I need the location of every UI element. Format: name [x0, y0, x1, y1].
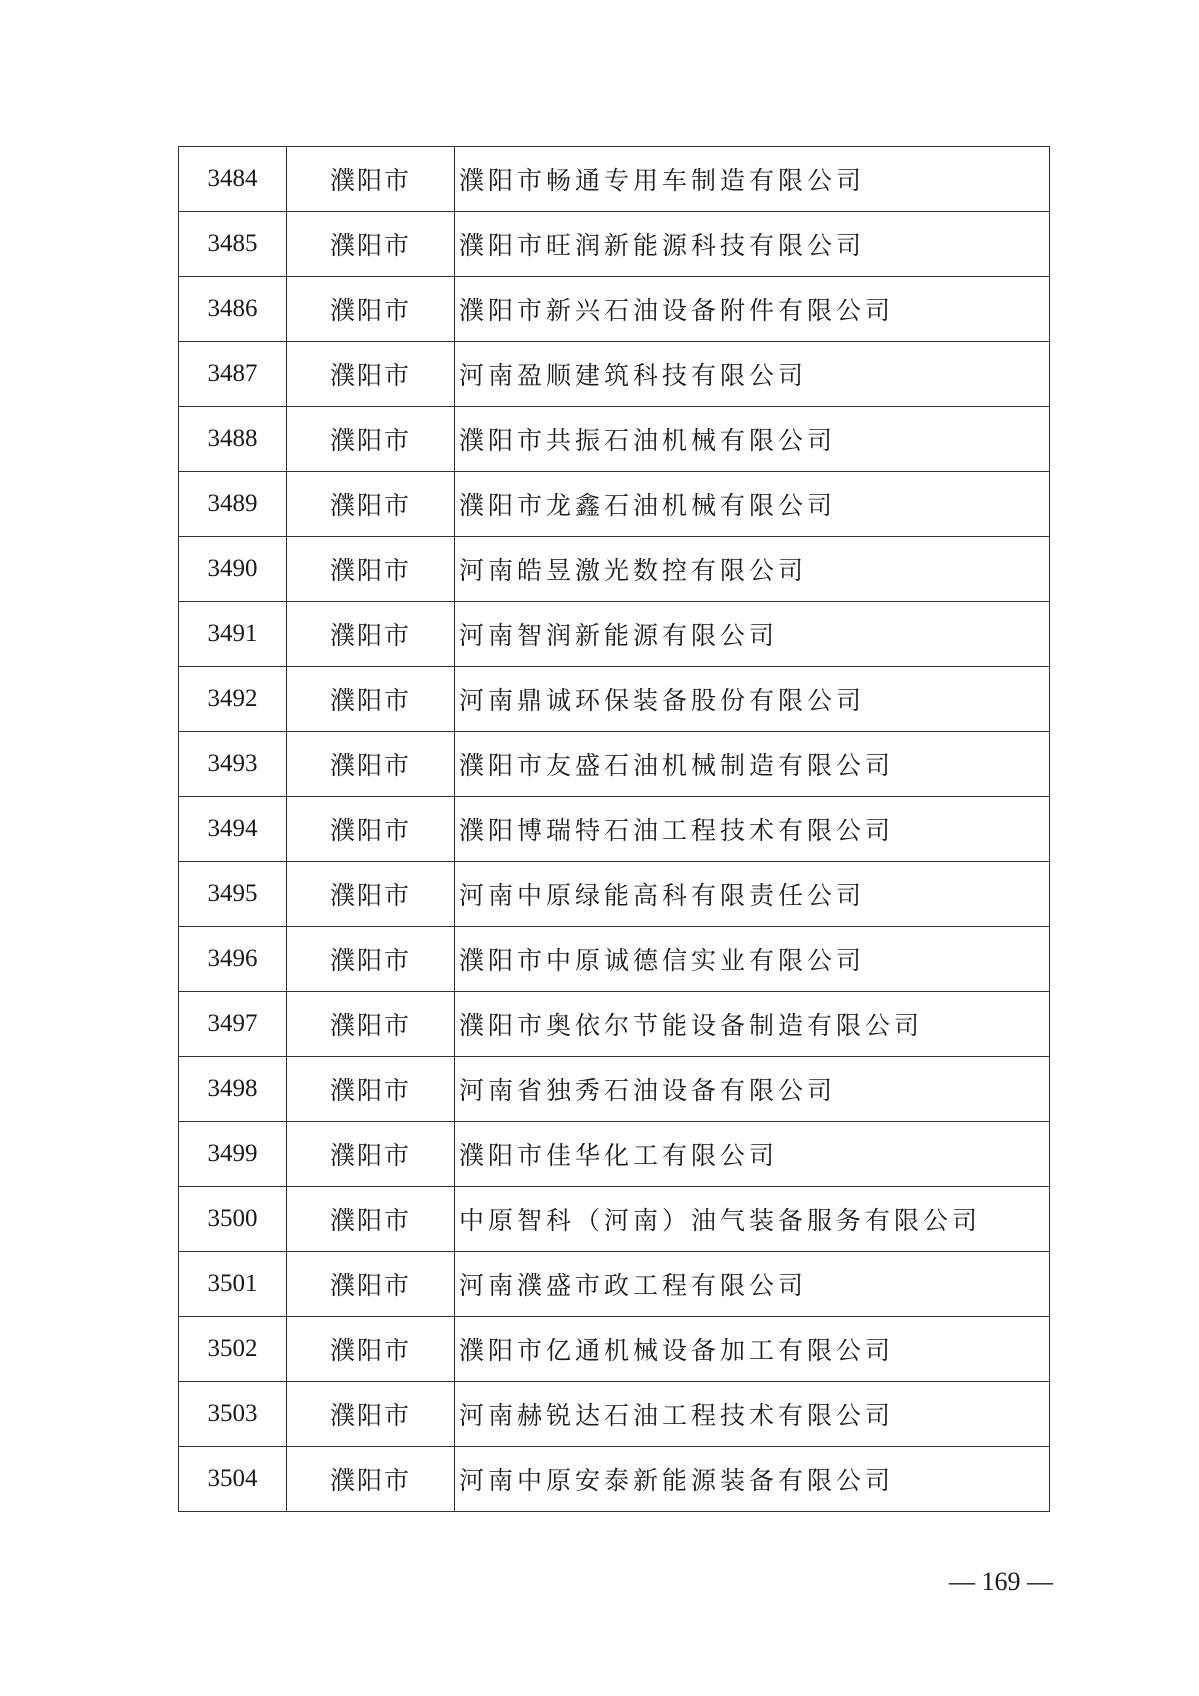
table-row: [179, 927, 1050, 992]
company-name-cell: 河南智润新能源有限公司: [455, 602, 1050, 667]
city-cell: 濮阳市: [287, 732, 455, 797]
table-row: [179, 1317, 1050, 1382]
row-number-cell: 3499: [179, 1122, 287, 1187]
city-cell: 濮阳市: [287, 927, 455, 992]
table-row: [179, 797, 1050, 862]
city-cell: 濮阳市: [287, 212, 455, 277]
city-cell: 濮阳市: [287, 407, 455, 472]
company-name-cell: 中原智科（河南）油气装备服务有限公司: [455, 1187, 1050, 1252]
city-cell: 濮阳市: [287, 797, 455, 862]
city-cell: 濮阳市: [287, 1187, 455, 1252]
company-name-cell: 濮阳市友盛石油机械制造有限公司: [455, 732, 1050, 797]
company-name-cell: 濮阳市新兴石油设备附件有限公司: [455, 277, 1050, 342]
row-number-cell: 3496: [179, 927, 287, 992]
table-row: [179, 212, 1050, 277]
city-cell: 濮阳市: [287, 1382, 455, 1447]
company-name-cell: 濮阳博瑞特石油工程技术有限公司: [455, 797, 1050, 862]
row-number-cell: 3502: [179, 1317, 287, 1382]
company-name-cell: 濮阳市共振石油机械有限公司: [455, 407, 1050, 472]
row-number-cell: 3491: [179, 602, 287, 667]
city-cell: 濮阳市: [287, 277, 455, 342]
table-row: [179, 602, 1050, 667]
row-number-cell: 3497: [179, 992, 287, 1057]
page-number: — 169 —: [949, 1567, 1053, 1596]
row-number-cell: 3498: [179, 1057, 287, 1122]
company-name-cell: 河南盈顺建筑科技有限公司: [455, 342, 1050, 407]
city-cell: 濮阳市: [287, 1252, 455, 1317]
company-name-cell: 濮阳市亿通机械设备加工有限公司: [455, 1317, 1050, 1382]
table-row: [179, 1447, 1050, 1512]
company-name-cell: 河南中原安泰新能源装备有限公司: [455, 1447, 1050, 1512]
city-cell: 濮阳市: [287, 992, 455, 1057]
company-name-cell: 河南赫锐达石油工程技术有限公司: [455, 1382, 1050, 1447]
row-number-cell: 3495: [179, 862, 287, 927]
city-cell: 濮阳市: [287, 537, 455, 602]
row-number-cell: 3492: [179, 667, 287, 732]
table-row: [179, 992, 1050, 1057]
city-cell: 濮阳市: [287, 147, 455, 212]
row-number-cell: 3484: [179, 147, 287, 212]
table-row: [179, 1057, 1050, 1122]
row-number-cell: 3503: [179, 1382, 287, 1447]
row-number-cell: 3504: [179, 1447, 287, 1512]
city-cell: 濮阳市: [287, 1447, 455, 1512]
company-name-cell: 濮阳市中原诚德信实业有限公司: [455, 927, 1050, 992]
company-list-body: [179, 147, 1050, 1512]
table-row: [179, 537, 1050, 602]
row-number-cell: 3488: [179, 407, 287, 472]
table-row: [179, 472, 1050, 537]
table-row: [179, 732, 1050, 797]
table-row: [179, 1187, 1050, 1252]
row-number-cell: 3493: [179, 732, 287, 797]
city-cell: 濮阳市: [287, 342, 455, 407]
row-number-cell: 3501: [179, 1252, 287, 1317]
company-name-cell: 河南濮盛市政工程有限公司: [455, 1252, 1050, 1317]
row-number-cell: 3487: [179, 342, 287, 407]
company-name-cell: 河南鼎诚环保装备股份有限公司: [455, 667, 1050, 732]
city-cell: 濮阳市: [287, 862, 455, 927]
city-cell: 濮阳市: [287, 602, 455, 667]
company-list-table: [178, 146, 1050, 1512]
company-name-cell: 河南省独秀石油设备有限公司: [455, 1057, 1050, 1122]
company-name-cell: 濮阳市旺润新能源科技有限公司: [455, 212, 1050, 277]
row-number-cell: 3489: [179, 472, 287, 537]
table-row: [179, 1382, 1050, 1447]
row-number-cell: 3490: [179, 537, 287, 602]
company-name-cell: 河南中原绿能高科有限责任公司: [455, 862, 1050, 927]
row-number-cell: 3486: [179, 277, 287, 342]
table-row: [179, 862, 1050, 927]
city-cell: 濮阳市: [287, 472, 455, 537]
city-cell: 濮阳市: [287, 667, 455, 732]
table-row: [179, 667, 1050, 732]
city-cell: 濮阳市: [287, 1317, 455, 1382]
row-number-cell: 3494: [179, 797, 287, 862]
company-name-cell: 濮阳市奥依尔节能设备制造有限公司: [455, 992, 1050, 1057]
company-name-cell: 濮阳市龙鑫石油机械有限公司: [455, 472, 1050, 537]
table-row: [179, 1252, 1050, 1317]
table-row: [179, 277, 1050, 342]
company-name-cell: 濮阳市畅通专用车制造有限公司: [455, 147, 1050, 212]
city-cell: 濮阳市: [287, 1122, 455, 1187]
table-row: [179, 342, 1050, 407]
row-number-cell: 3500: [179, 1187, 287, 1252]
company-name-cell: 河南皓昱激光数控有限公司: [455, 537, 1050, 602]
table-row: [179, 407, 1050, 472]
company-name-cell: 濮阳市佳华化工有限公司: [455, 1122, 1050, 1187]
table-row: [179, 1122, 1050, 1187]
table-row: [179, 147, 1050, 212]
city-cell: 濮阳市: [287, 1057, 455, 1122]
row-number-cell: 3485: [179, 212, 287, 277]
